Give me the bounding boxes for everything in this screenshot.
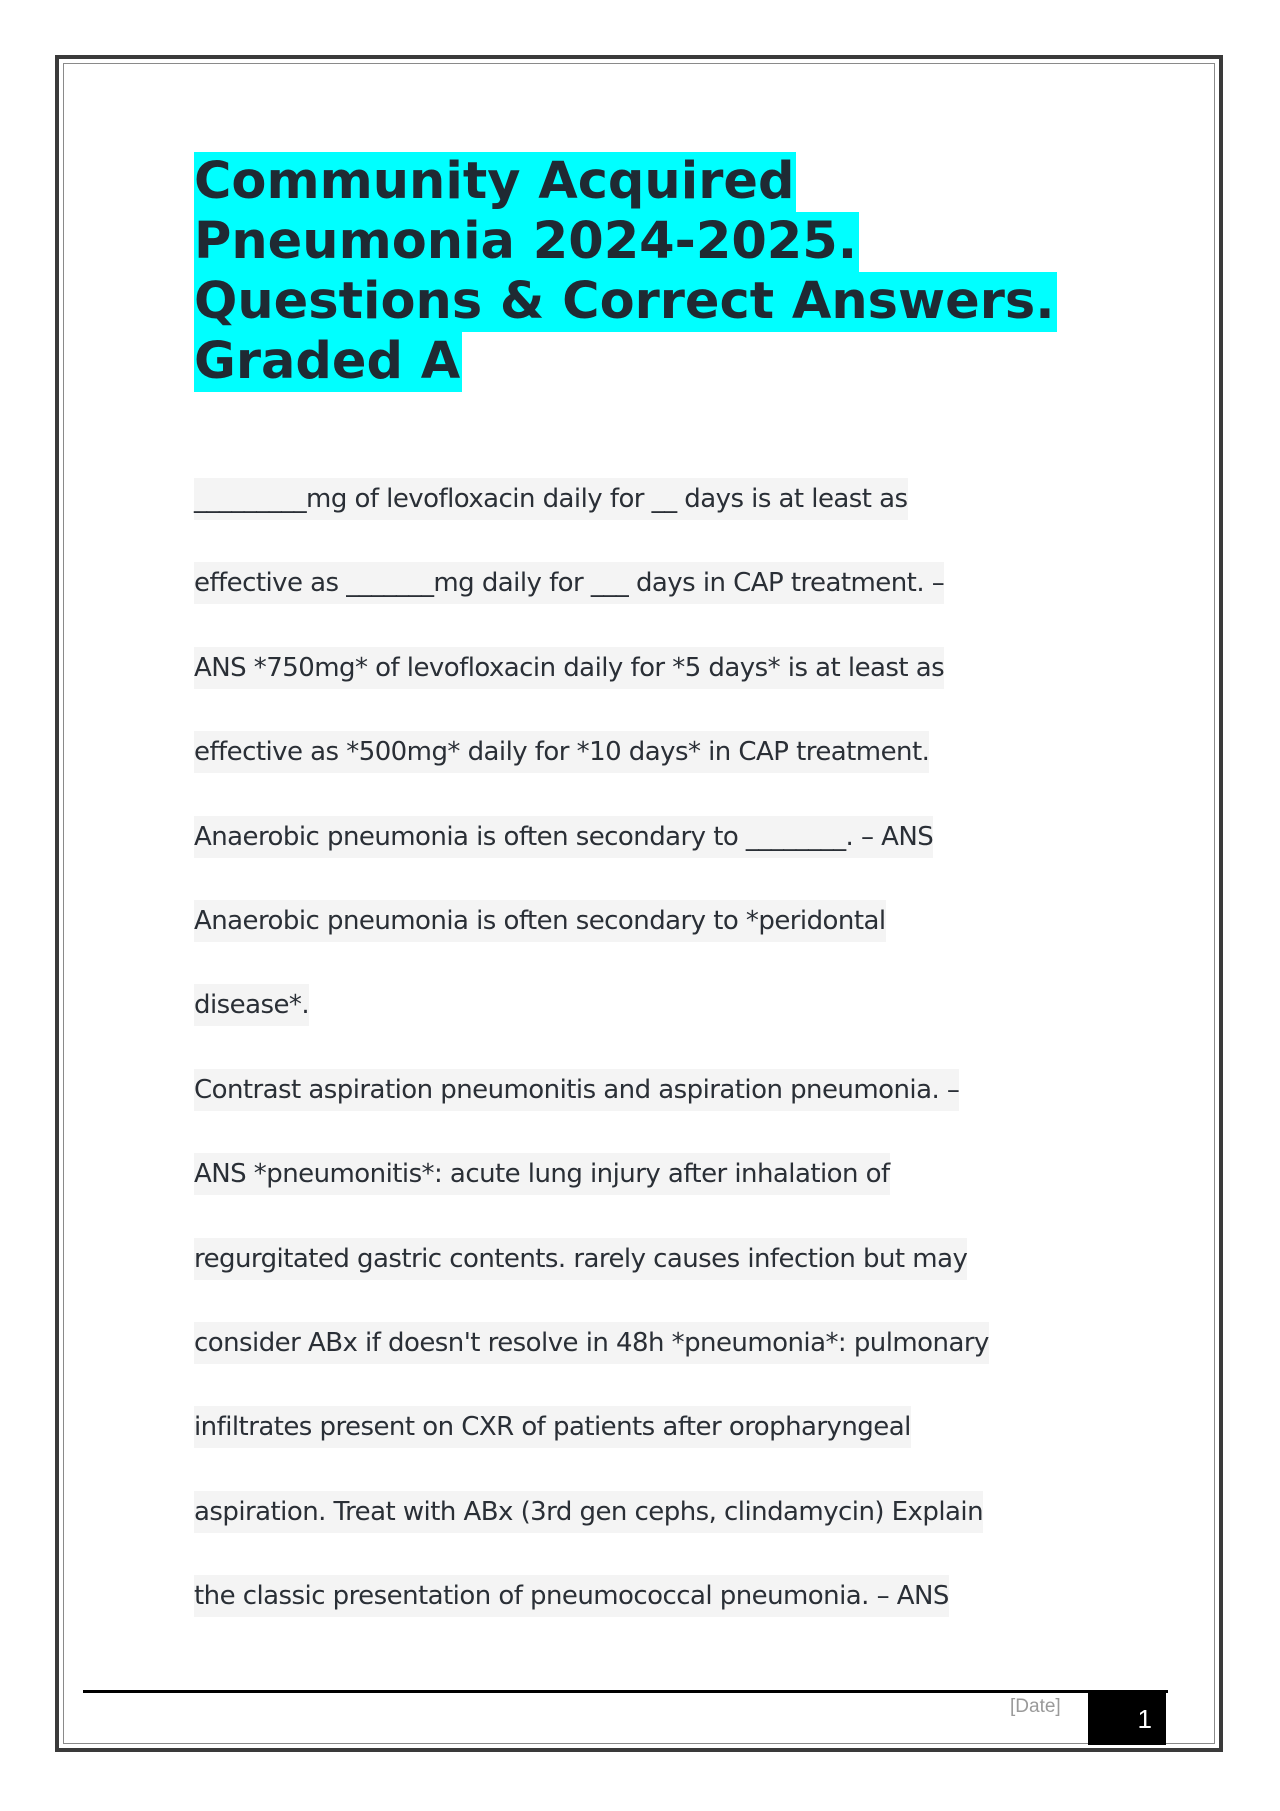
title-line: Pneumonia 2024-2025. bbox=[194, 212, 858, 271]
body-text bbox=[194, 478, 1094, 1659]
footer-rule bbox=[83, 1690, 1168, 1693]
title-line: Questions & Correct Answers. bbox=[194, 272, 1055, 331]
document-title bbox=[194, 152, 1094, 392]
page-number: 1 bbox=[1088, 1693, 1166, 1745]
body-line: ANS *750mg* of levofloxacin daily for *5 days* is at least as bbox=[194, 647, 944, 689]
body-line: consider ABx if doesn't resolve in 48h *pneumonia*: pulmonary bbox=[194, 1322, 989, 1364]
body-line: Anaerobic pneumonia is often secondary to *peridontal bbox=[194, 900, 886, 942]
body-line: Contrast aspiration pneumonitis and aspiration pneumonia. – bbox=[194, 1069, 959, 1111]
body-line: effective as *500mg* daily for *10 days* in CAP treatment. bbox=[194, 731, 929, 773]
title-line: Community Acquired bbox=[194, 152, 795, 211]
body-line: the classic presentation of pneumococcal pneumonia. – ANS bbox=[194, 1575, 949, 1617]
body-line: effective as _______mg daily for ___ days in CAP treatment. – bbox=[194, 562, 944, 604]
body-line: aspiration. Treat with ABx (3rd gen cephs, clindamycin) Explain bbox=[194, 1491, 983, 1533]
footer-date: [Date] bbox=[1010, 1696, 1061, 1717]
body-line: _________mg of levofloxacin daily for __ days is at least as bbox=[194, 478, 908, 520]
body-line: Anaerobic pneumonia is often secondary to ________. – ANS bbox=[194, 816, 933, 858]
body-line: regurgitated gastric contents. rarely causes infection but may bbox=[194, 1238, 967, 1280]
body-line: infiltrates present on CXR of patients after oropharyngeal bbox=[194, 1406, 911, 1448]
body-line: disease*. bbox=[194, 984, 309, 1026]
body-line: ANS *pneumonitis*: acute lung injury after inhalation of bbox=[194, 1153, 890, 1195]
title-line: Graded A bbox=[194, 332, 461, 391]
